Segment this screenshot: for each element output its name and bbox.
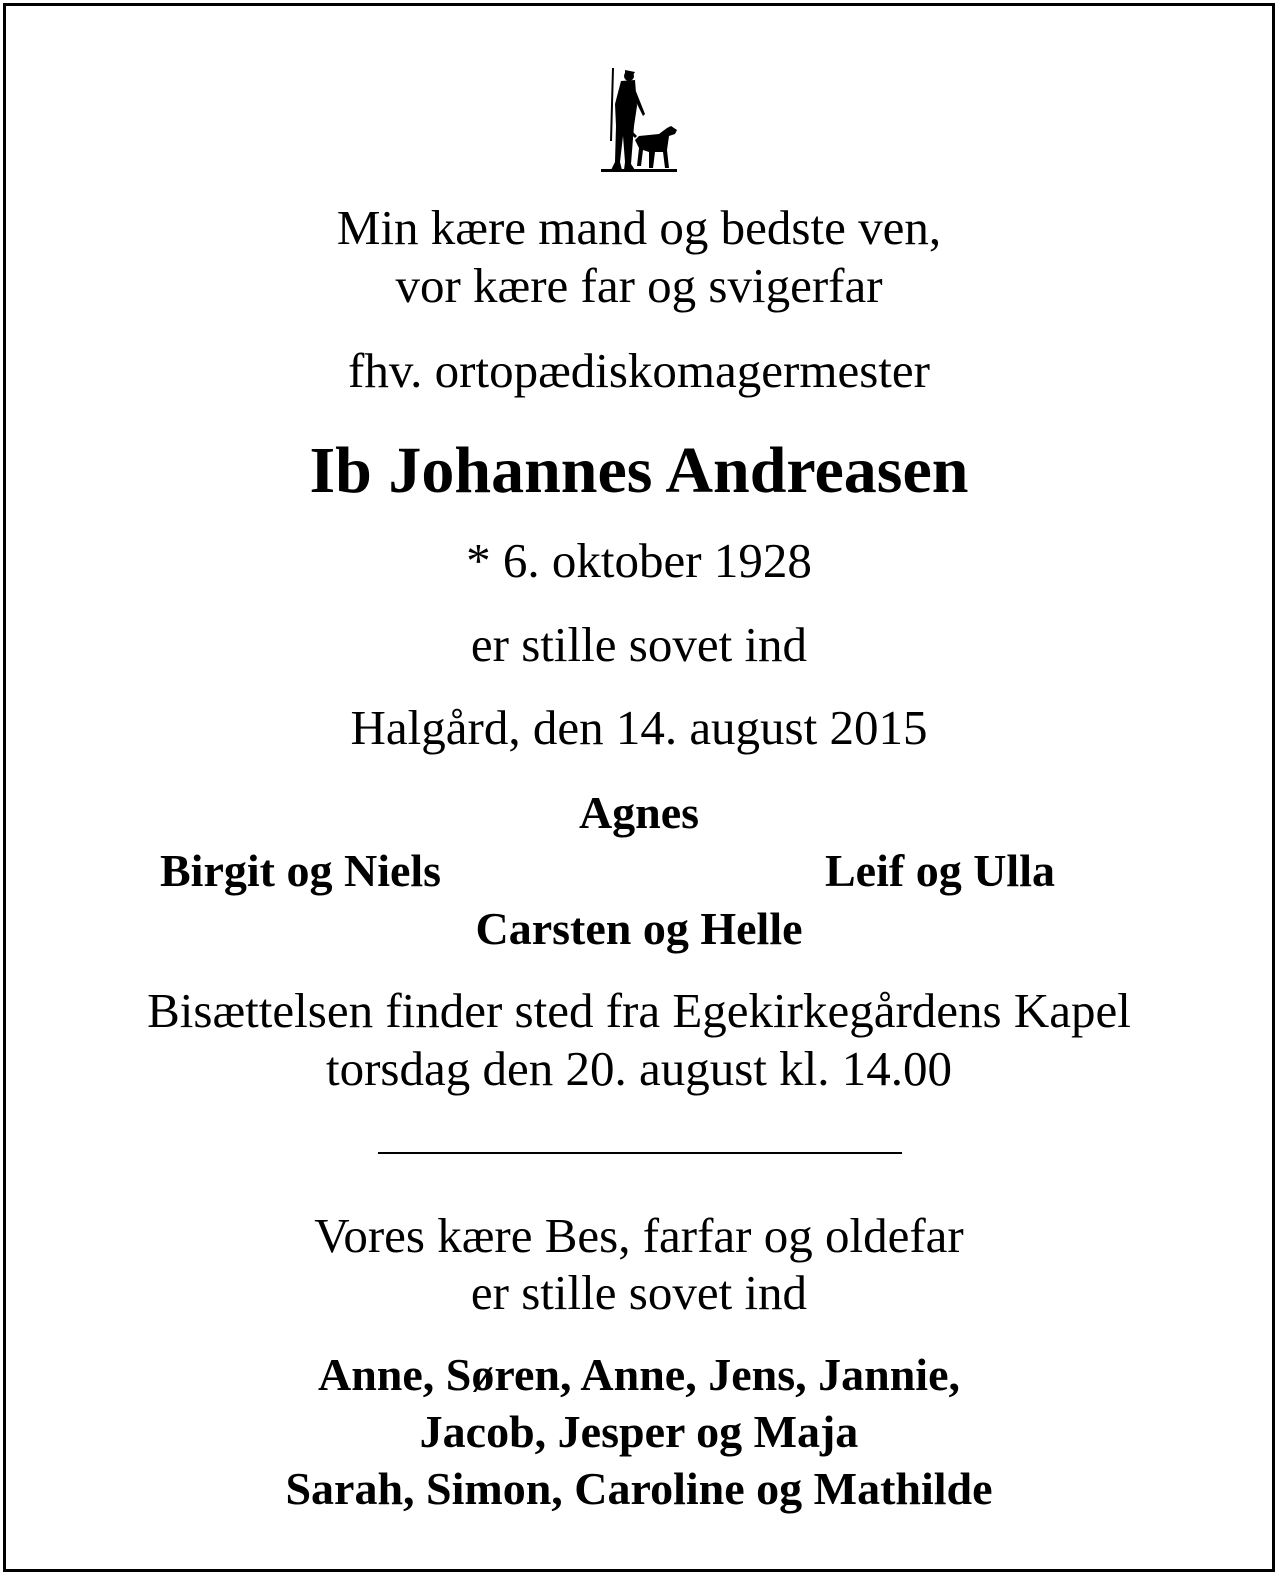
section-divider: [378, 1152, 902, 1154]
intro-line-2: vor kære far og svigerfar: [395, 258, 883, 313]
family-right: Leif og Ulla: [825, 845, 1055, 896]
family-center: Carsten og Helle: [475, 903, 803, 954]
family-left: Birgit og Niels: [160, 845, 442, 896]
hunter-with-dog-icon: [597, 66, 677, 176]
place-and-date: Halgård, den 14. august 2015: [350, 700, 928, 755]
second-notice-line-1: Vores kære Bes, farfar og oldefar: [314, 1208, 964, 1263]
profession: fhv. ortopædiskomagermester: [348, 343, 930, 398]
deceased-name: Ib Johannes Andreasen: [309, 434, 969, 507]
birth-date: * 6. oktober 1928: [466, 533, 812, 588]
funeral-line-1: Bisættelsen finder sted fra Egekirkegårdens Kapel: [147, 983, 1131, 1038]
intro-line-1: Min kære mand og bedste ven,: [336, 200, 942, 255]
second-notice-line-2: er stille sovet ind: [470, 1265, 808, 1320]
grandchildren-line-1: Anne, Søren, Anne, Jens, Jannie,: [317, 1349, 960, 1400]
obituary-frame: [3, 3, 1275, 1572]
passed-text: er stille sovet ind: [470, 617, 808, 672]
funeral-line-2: torsdag den 20. august kl. 14.00: [325, 1041, 953, 1096]
spouse-name: Agnes: [578, 787, 700, 838]
grandchildren-line-2: Jacob, Jesper og Maja: [419, 1406, 859, 1457]
grandchildren-line-3: Sarah, Simon, Caroline og Mathilde: [285, 1463, 993, 1514]
